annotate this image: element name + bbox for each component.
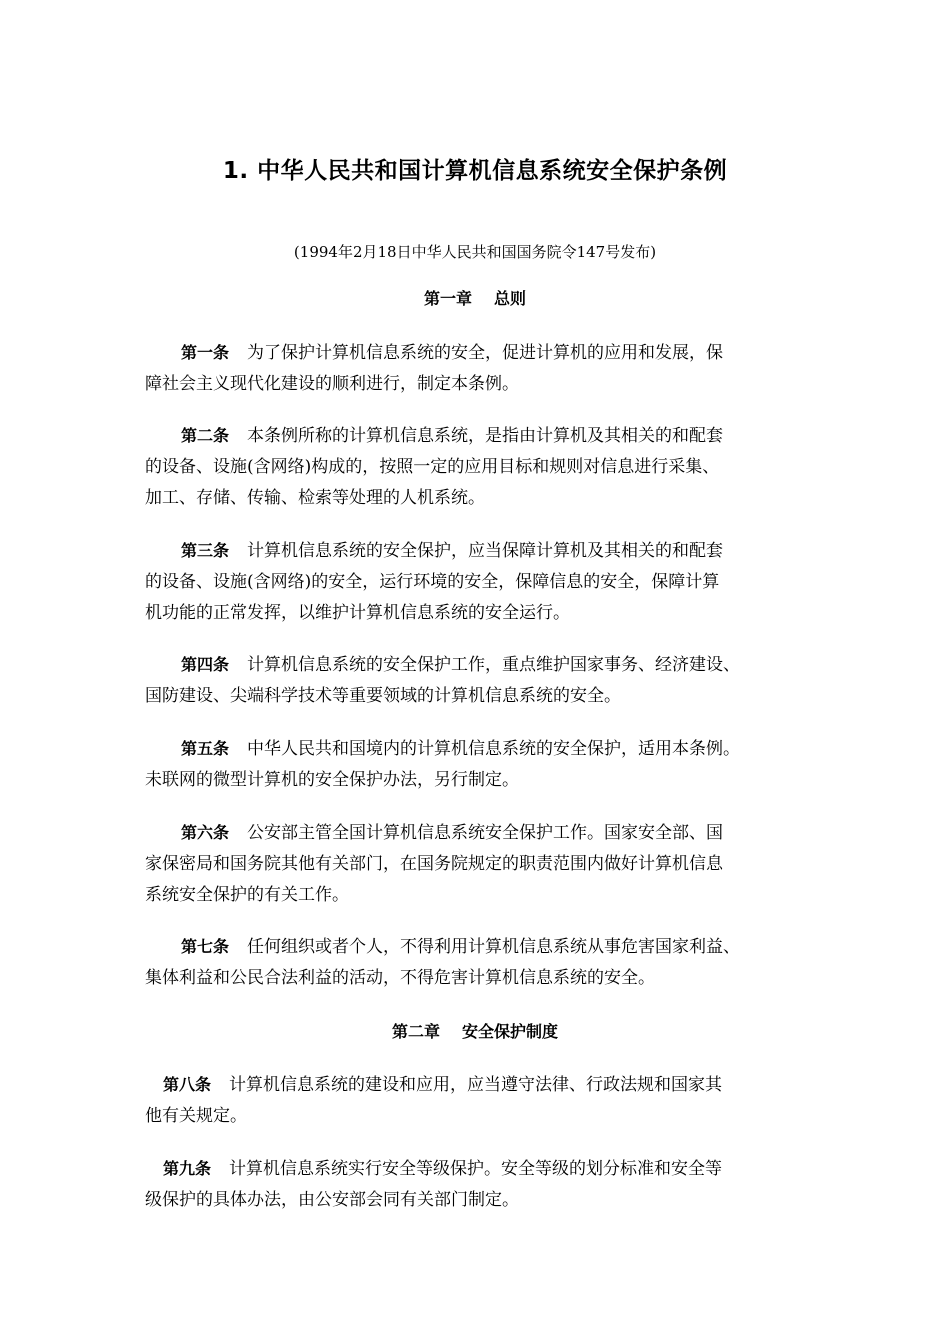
article-line: 加工、存储、传输、检索等处理的人机系统。 <box>145 488 485 508</box>
article-line: 第三条 计算机信息系统的安全保护，应当保障计算机及其相关的和配套 <box>181 541 724 561</box>
article-6 <box>145 817 810 911</box>
article-line: 障社会主义现代化建设的顺利进行，制定本条例。 <box>145 374 519 394</box>
document-title: 1. 中华人民共和国计算机信息系统安全保护条例 <box>222 158 728 184</box>
article-label: 第九条 <box>163 1159 212 1178</box>
document-subtitle: (1994年2月18日中华人民共和国国务院令147号发布) <box>293 243 657 261</box>
chapter-label: 第一章 <box>423 289 472 308</box>
article-line: 未联网的微型计算机的安全保护办法，另行制定。 <box>145 770 519 790</box>
article-line: 第六条 公安部主管全国计算机信息系统安全保护工作。国家安全部、国 <box>181 823 724 843</box>
article-9 <box>145 1153 810 1216</box>
article-line: 第九条 计算机信息系统实行安全等级保护。安全等级的划分标准和安全等 <box>163 1159 723 1179</box>
article-line: 集体利益和公民合法利益的活动，不得危害计算机信息系统的安全。 <box>145 968 655 988</box>
article-line: 系统安全保护的有关工作。 <box>145 885 349 905</box>
article-label: 第三条 <box>181 541 230 560</box>
article-line: 第一条 为了保护计算机信息系统的安全，促进计算机的应用和发展，保 <box>181 343 724 363</box>
article-label: 第二条 <box>181 426 230 445</box>
chapter-name: 安全保护制度 <box>462 1022 559 1041</box>
article-7 <box>145 931 810 994</box>
chapter-name: 总则 <box>494 289 527 308</box>
article-line: 第五条 中华人民共和国境内的计算机信息系统的安全保护，适用本条例。 <box>181 739 741 759</box>
article-line: 第七条 任何组织或者个人，不得利用计算机信息系统从事危害国家利益、 <box>181 937 741 957</box>
article-line: 的设备、设施(含网络)构成的，按照一定的应用目标和规则对信息进行采集、 <box>145 457 720 477</box>
article-line: 级保护的具体办法，由公安部会同有关部门制定。 <box>145 1190 519 1210</box>
article-8 <box>145 1069 810 1132</box>
article-2 <box>145 420 810 514</box>
article-label: 第七条 <box>181 937 230 956</box>
article-3 <box>145 535 810 629</box>
chapter-heading-1 <box>0 286 950 312</box>
article-line: 国防建设、尖端科学技术等重要领域的计算机信息系统的安全。 <box>145 686 621 706</box>
article-5 <box>145 733 810 796</box>
article-line: 机功能的正常发挥，以维护计算机信息系统的安全运行。 <box>145 603 570 623</box>
article-line: 的设备、设施(含网络)的安全，运行环境的安全，保障信息的安全，保障计算 <box>145 572 720 592</box>
article-line: 他有关规定。 <box>145 1106 247 1126</box>
article-line: 第四条 计算机信息系统的安全保护工作，重点维护国家事务、经济建设、 <box>181 655 741 675</box>
article-label: 第四条 <box>181 655 230 674</box>
article-4 <box>145 649 810 712</box>
article-label: 第六条 <box>181 823 230 842</box>
chapter-label: 第二章 <box>391 1022 440 1041</box>
article-label: 第一条 <box>181 343 230 362</box>
chapter-heading-2 <box>0 1019 950 1045</box>
article-line: 第二条 本条例所称的计算机信息系统，是指由计算机及其相关的和配套 <box>181 426 724 446</box>
article-1 <box>145 337 810 400</box>
article-label: 第八条 <box>163 1075 212 1094</box>
article-label: 第五条 <box>181 739 230 758</box>
article-line: 第八条 计算机信息系统的建设和应用，应当遵守法律、行政法规和国家其 <box>163 1075 723 1095</box>
article-line: 家保密局和国务院其他有关部门，在国务院规定的职责范围内做好计算机信息 <box>145 854 723 874</box>
